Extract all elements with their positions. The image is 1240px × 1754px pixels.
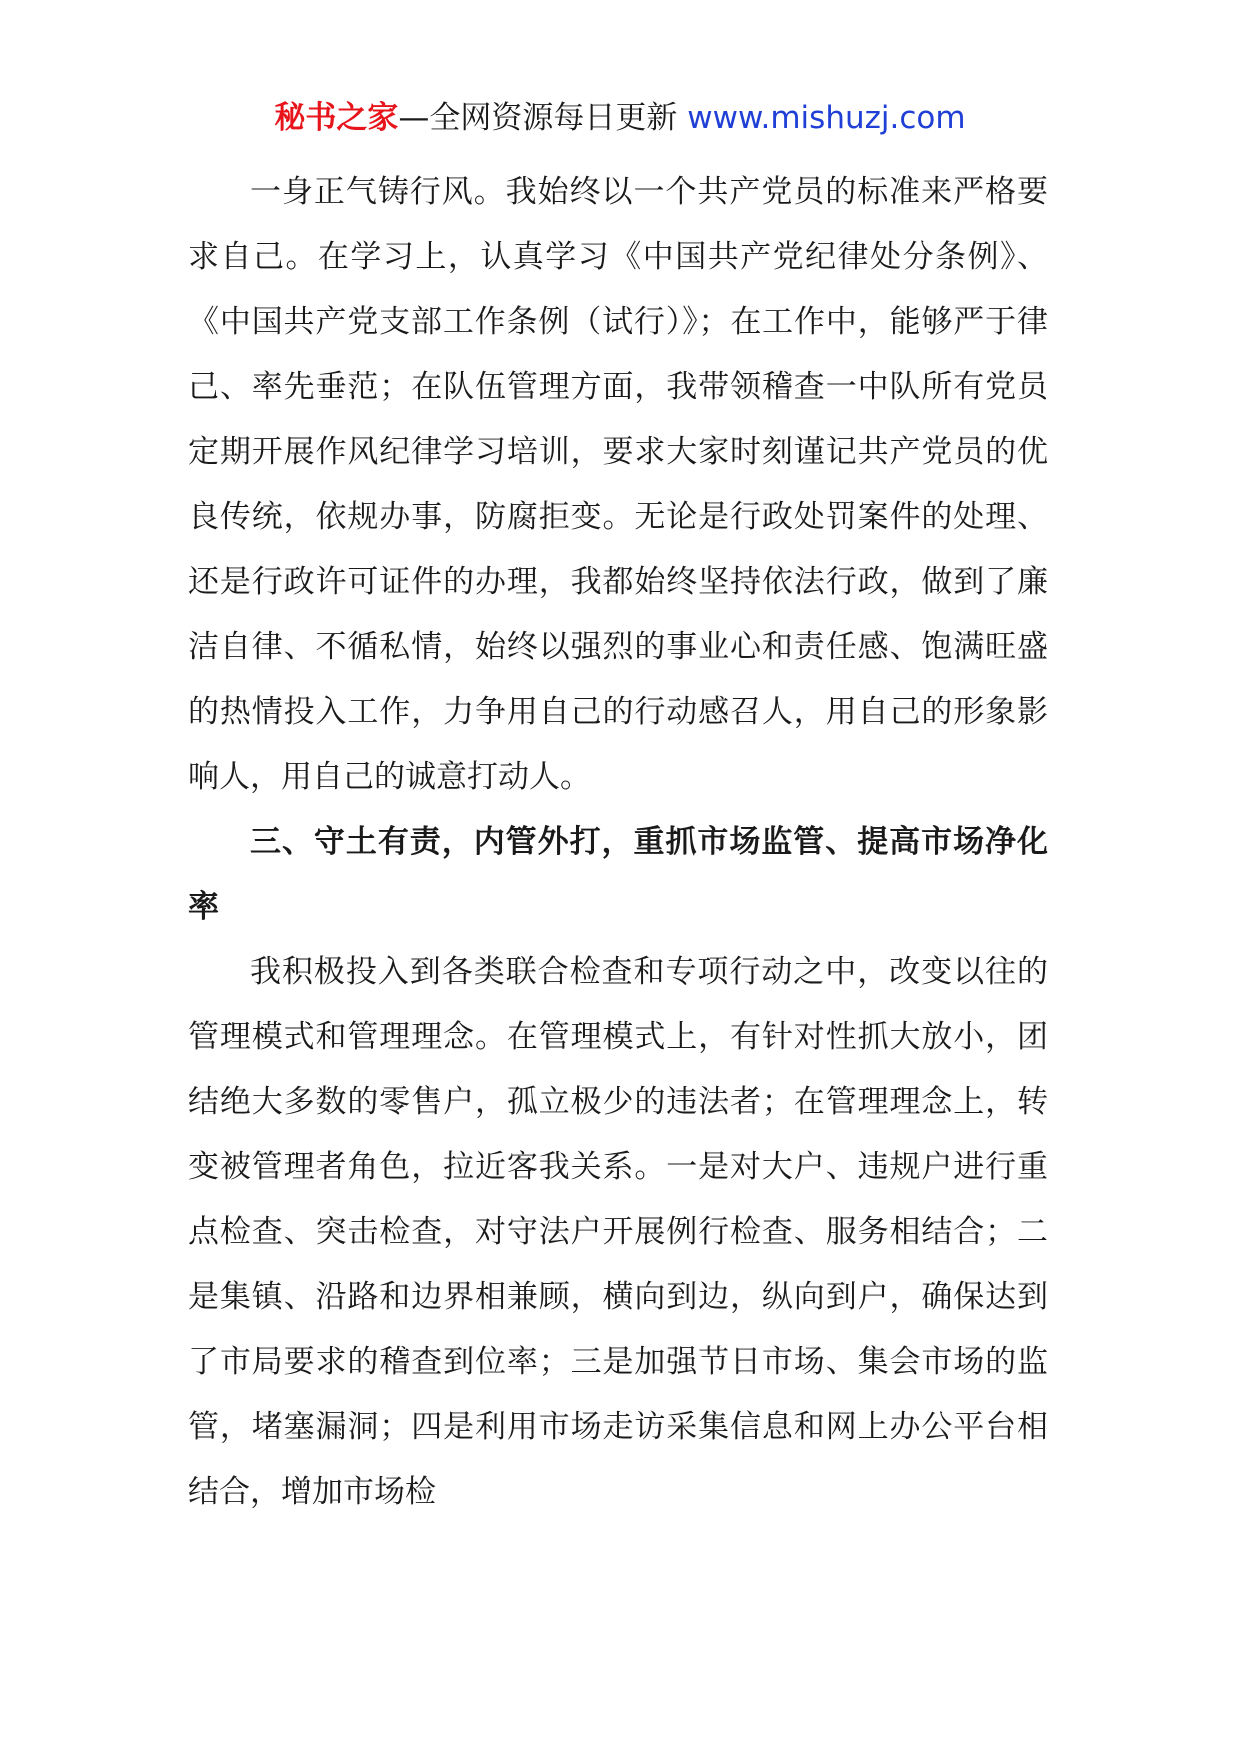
header-tagline: —全网资源每日更新 [398, 100, 688, 136]
brand-name: 秘书之家 [274, 100, 399, 136]
website-url[interactable]: www.mishuzj.com [687, 100, 966, 136]
document-body [188, 160, 1048, 1525]
section-paragraph: 我积极投入到各类联合检查和专项行动之中，改变以往的管理模式和管理理念。在管理模式上，有针对性抓大放小，团结绝大多数的零售户，孤立极少的违法者；在管理理念上，转变被管理者角色，拉近客我关系。一是对大户、违规户进行重点检查、突击检查，对守法户开展例行检查、服务相结合；二是集镇、沿路和边界相兼顾，横向到边，纵向到户，确保达到了市局要求的稽查到位率；三是加强节日市场、集会市场的监管，堵塞漏洞；四是利用市场走访采集信息和网上办公平台相结合，增加市场检 [188, 954, 1048, 1510]
section-heading: 三、守土有责，内管外打，重抓市场监管、提高市场净化率 [188, 824, 1048, 925]
page-header [0, 96, 1240, 140]
body-paragraph: 一身正气铸行风。我始终以一个共产党员的标准来严格要求自己。在学习上，认真学习《中国共产党纪律处分条例》、《中国共产党支部工作条例（试行）》；在工作中，能够严于律己、率先垂范；在队伍管理方面，我带领稽查一中队所有党员定期开展作风纪律学习培训，要求大家时刻谨记共产党员的优良传统，依规办事，防腐拒变。无论是行政处罚案件的处理、还是行政许可证件的办理，我都始终坚持依法行政，做到了廉洁自律、不循私情，始终以强烈的事业心和责任感、饱满旺盛的热情投入工作，力争用自己的行动感召人，用自己的形象影响人，用自己的诚意打动人。 [188, 174, 1048, 795]
